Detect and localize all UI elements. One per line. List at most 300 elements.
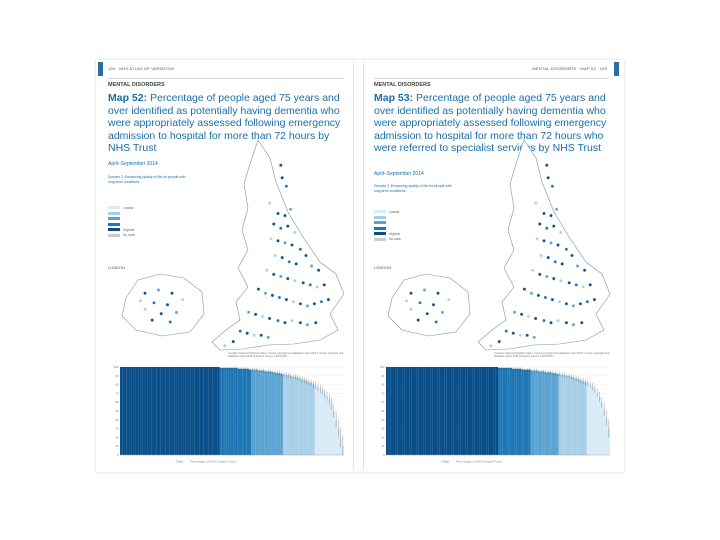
bar-chart-svg — [108, 365, 346, 465]
trust-marker — [576, 264, 579, 267]
bar — [428, 367, 430, 455]
bar — [575, 378, 577, 455]
left-page — [98, 62, 354, 470]
bar — [285, 375, 287, 455]
legend-label: Lowest — [123, 205, 134, 210]
bar — [484, 367, 486, 455]
bar — [519, 369, 521, 455]
trust-marker — [572, 304, 575, 307]
trust-marker — [545, 275, 548, 278]
trust-marker — [320, 300, 323, 303]
london-trust-marker — [436, 292, 439, 295]
london-trust-marker — [160, 312, 163, 315]
trust-marker — [260, 334, 263, 337]
bar — [127, 367, 129, 455]
bar — [582, 381, 584, 455]
bar — [470, 367, 472, 455]
bar — [412, 367, 414, 455]
london-trust-marker — [169, 320, 172, 323]
trust-marker — [542, 239, 545, 242]
y-tick-label: 100 — [113, 365, 119, 369]
trust-marker — [283, 214, 286, 217]
trust-marker — [565, 321, 568, 324]
trust-marker — [545, 164, 548, 167]
bar — [461, 367, 463, 455]
trust-marker — [283, 321, 286, 324]
bar — [442, 367, 444, 455]
bar — [161, 367, 163, 455]
bar — [566, 376, 568, 455]
bar — [542, 371, 544, 455]
trust-marker — [586, 300, 589, 303]
bar — [454, 367, 456, 455]
bar — [206, 367, 208, 455]
trust-marker — [285, 185, 288, 188]
bar — [409, 367, 411, 455]
bar — [456, 367, 458, 455]
trust-marker — [269, 237, 272, 240]
england-map — [364, 62, 619, 362]
bar — [538, 371, 540, 455]
y-tick-label: 90 — [381, 373, 385, 378]
bar — [303, 380, 305, 455]
trust-marker — [254, 313, 257, 316]
trust-marker — [299, 321, 302, 324]
london-outline — [122, 274, 204, 336]
bar — [143, 367, 145, 455]
y-tick-label: 70 — [381, 391, 385, 396]
legend-label: No data — [389, 237, 401, 242]
london-trust-marker — [143, 308, 146, 311]
trust-marker — [583, 269, 586, 272]
bar — [290, 376, 292, 455]
london-trust-marker — [405, 299, 408, 302]
y-tick-label: 10 — [381, 444, 385, 449]
bar — [559, 374, 561, 455]
legend-label: Lowest — [389, 209, 400, 214]
trust-marker — [274, 254, 277, 257]
bar — [276, 373, 278, 455]
trust-marker — [257, 288, 260, 291]
bar — [552, 373, 554, 455]
bar — [274, 372, 276, 455]
trust-marker — [549, 214, 552, 217]
trust-marker — [568, 281, 571, 284]
trust-marker — [558, 300, 561, 303]
bar — [324, 393, 326, 455]
bar — [503, 368, 505, 455]
chart-footnote: Percentage of NHS Hospital Trusts — [190, 459, 237, 464]
bar — [321, 391, 323, 455]
bar — [125, 367, 127, 455]
y-tick-label: 50 — [381, 409, 385, 413]
bar — [220, 368, 222, 455]
bar — [430, 367, 432, 455]
bar — [238, 369, 240, 455]
bar — [393, 367, 395, 455]
trust-marker — [554, 260, 557, 263]
bar — [249, 370, 251, 455]
y-tick-label: 90 — [115, 373, 119, 378]
bar — [134, 367, 136, 455]
trust-marker — [534, 317, 537, 320]
bar — [496, 367, 498, 455]
map-title-text: Percentage of people aged 75 years and over identified as potentially having dementia who were appropriately assessed following emergency admission to hospital for more than 72 hours who were referred to specialist services by NHS Trust — [374, 92, 607, 154]
trust-marker — [547, 176, 550, 179]
bar — [294, 377, 296, 455]
trust-marker — [292, 300, 295, 303]
bar — [177, 367, 179, 455]
trust-marker — [309, 283, 312, 286]
x-axis-label: Trust — [176, 459, 183, 464]
bar — [437, 367, 439, 455]
bar — [603, 409, 605, 455]
london-trust-marker — [441, 311, 444, 314]
y-tick-label: 60 — [381, 400, 385, 405]
bar — [598, 397, 600, 455]
legend-label: Highest — [389, 231, 401, 236]
bar — [181, 367, 183, 455]
bar — [405, 367, 407, 455]
bar — [388, 367, 390, 455]
bar — [129, 367, 131, 455]
trust-marker — [289, 208, 292, 211]
period: April–September 2014 — [108, 161, 158, 167]
trust-marker — [317, 269, 320, 272]
bar — [165, 367, 167, 455]
bar — [140, 367, 142, 455]
trust-marker — [327, 298, 330, 301]
bar — [444, 367, 446, 455]
bar — [435, 367, 437, 455]
trust-marker — [271, 294, 274, 297]
y-tick-label: 20 — [115, 435, 119, 440]
bar — [419, 367, 421, 455]
y-tick-label: 80 — [115, 382, 119, 387]
bar — [204, 367, 206, 455]
london-trust-marker — [409, 292, 412, 295]
trust-marker — [276, 319, 279, 322]
trust-marker — [561, 262, 564, 265]
legend-label: No data — [123, 233, 135, 238]
london-trust-marker — [152, 301, 155, 304]
bar — [398, 367, 400, 455]
trust-marker — [286, 225, 289, 228]
london-trust-marker — [157, 288, 160, 291]
bar — [136, 367, 138, 455]
bar — [493, 367, 495, 455]
bar — [591, 386, 593, 455]
bar — [211, 367, 213, 455]
bar — [208, 367, 210, 455]
london-trust-marker — [170, 292, 173, 295]
bar — [163, 367, 165, 455]
bar — [326, 396, 328, 455]
bar-chart — [108, 365, 346, 465]
bar — [152, 367, 154, 455]
map-label: Map 53: — [374, 92, 414, 104]
trust-marker — [264, 292, 267, 295]
domain-note: Domain 2: Enhancing quality of life for people with long-term conditions — [108, 175, 186, 184]
trust-marker — [313, 302, 316, 305]
bar — [154, 367, 156, 455]
bar — [510, 368, 512, 455]
bar — [199, 367, 201, 455]
chart-footnote: Percentage of NHS Hospital Trusts — [456, 459, 503, 464]
bar — [292, 377, 294, 455]
london-trust-marker — [432, 303, 435, 306]
bar — [554, 373, 556, 455]
y-tick-label: 20 — [381, 435, 385, 440]
trust-marker — [565, 302, 568, 305]
bar — [215, 367, 217, 455]
london-trust-marker — [447, 298, 450, 301]
bar — [222, 368, 224, 455]
trust-marker — [293, 231, 296, 234]
y-tick-label: 0 — [382, 453, 385, 457]
trust-marker — [290, 243, 293, 246]
trust-marker — [565, 248, 568, 251]
bar — [308, 382, 310, 455]
bar — [330, 404, 332, 455]
trust-marker — [580, 321, 583, 324]
bar — [561, 375, 563, 455]
bar — [156, 367, 158, 455]
bar — [402, 367, 404, 455]
map-credit: Contains National Statistics data © Crown copyright and database right 2015 © Crown copyright and database rights 2015 Ordnance Survey 100019153 — [494, 352, 610, 359]
bar — [170, 367, 172, 455]
trust-marker — [531, 269, 534, 272]
y-tick-label: 10 — [115, 444, 119, 449]
trust-marker — [526, 334, 529, 337]
bar — [528, 370, 530, 455]
trust-marker — [276, 239, 279, 242]
trust-marker — [538, 222, 541, 225]
bar — [145, 367, 147, 455]
trust-marker — [281, 176, 284, 179]
london-trust-marker — [143, 292, 146, 295]
trust-marker — [272, 222, 275, 225]
bar — [272, 372, 274, 455]
bar — [400, 367, 402, 455]
legend-label: Highest — [123, 227, 135, 232]
bar — [310, 383, 312, 455]
trust-marker — [559, 279, 562, 282]
bar — [265, 371, 267, 455]
london-trust-marker — [426, 312, 429, 315]
trust-marker — [537, 294, 540, 297]
trust-marker — [279, 164, 282, 167]
trust-marker — [302, 281, 305, 284]
bar — [242, 369, 244, 455]
trust-marker — [527, 315, 530, 318]
bar — [315, 385, 317, 455]
trust-marker — [513, 311, 516, 314]
bar — [131, 367, 133, 455]
bar — [547, 372, 549, 455]
trust-marker — [261, 315, 264, 318]
bar — [594, 389, 596, 455]
london-trust-marker — [418, 301, 421, 304]
london-trust-marker — [166, 303, 169, 306]
trust-marker — [519, 334, 522, 337]
bar — [475, 367, 477, 455]
london-outline — [388, 274, 470, 336]
london-trust-marker — [151, 318, 154, 321]
bar — [407, 367, 409, 455]
y-tick-label: 30 — [381, 426, 385, 431]
bar — [491, 367, 493, 455]
england-outline — [478, 140, 610, 350]
trust-marker — [520, 313, 523, 316]
trust-marker — [538, 273, 541, 276]
bar — [183, 367, 185, 455]
trust-marker — [279, 227, 282, 230]
trust-marker — [306, 323, 309, 326]
england-map — [98, 62, 353, 362]
trust-marker — [268, 201, 271, 204]
bar — [472, 367, 474, 455]
trust-marker — [556, 243, 559, 246]
bar — [333, 411, 335, 455]
bar — [251, 370, 253, 455]
bar — [122, 367, 124, 455]
bar — [258, 371, 260, 455]
trust-marker — [547, 256, 550, 259]
trust-marker — [281, 256, 284, 259]
bar — [328, 400, 330, 455]
trust-marker — [283, 241, 286, 244]
bar — [482, 367, 484, 455]
england-outline — [212, 140, 344, 350]
bar — [186, 367, 188, 455]
trust-marker — [533, 336, 536, 339]
bar — [577, 379, 579, 455]
trust-marker — [314, 321, 317, 324]
trust-marker — [552, 277, 555, 280]
bar — [287, 375, 289, 455]
bar — [531, 371, 533, 455]
y-tick-label: 80 — [381, 382, 385, 387]
bar — [217, 367, 219, 455]
bar — [596, 393, 598, 455]
bar — [195, 367, 197, 455]
bar — [573, 378, 575, 455]
trust-marker — [542, 319, 545, 322]
bar — [299, 378, 301, 455]
london-trust-marker — [175, 311, 178, 314]
section-heading: MENTAL DISORDERS — [374, 82, 431, 88]
trust-marker — [299, 248, 302, 251]
running-head-text: NHS ATLAS OF VARIATION — [119, 66, 175, 71]
trust-marker — [232, 340, 235, 343]
trust-marker — [505, 330, 508, 333]
domain-note: Domain 2: Enhancing quality of life for people with long-term conditions — [374, 184, 452, 193]
bar — [514, 369, 516, 455]
bar — [244, 369, 246, 455]
bar — [584, 382, 586, 455]
bar — [526, 370, 528, 455]
trust-marker — [551, 185, 554, 188]
trust-marker — [589, 283, 592, 286]
bar — [319, 389, 321, 455]
trust-marker — [288, 260, 291, 263]
bar — [158, 367, 160, 455]
bar — [224, 368, 226, 455]
bar — [269, 371, 271, 455]
trust-marker — [555, 208, 558, 211]
trust-marker — [535, 237, 538, 240]
trust-marker — [279, 275, 282, 278]
london-trust-marker — [139, 299, 142, 302]
bar — [240, 369, 242, 455]
bar — [545, 372, 547, 455]
bar — [263, 371, 265, 455]
london-label: LONDON — [108, 265, 126, 270]
trust-marker — [299, 302, 302, 305]
bar — [449, 367, 451, 455]
bar — [235, 368, 237, 455]
trust-marker — [534, 201, 537, 204]
trust-marker — [582, 285, 585, 288]
trust-marker — [512, 332, 515, 335]
section-heading: MENTAL DISORDERS — [108, 82, 165, 88]
bar — [138, 367, 140, 455]
bar — [201, 367, 203, 455]
map-credit: Contains National Statistics data © Crown copyright and database right 2015 © Crown copyright and database rights 2015 Ordnance Survey 100019153 — [228, 352, 344, 359]
bar — [260, 371, 262, 455]
bar — [317, 387, 319, 455]
y-tick-label: 30 — [115, 426, 119, 431]
bar — [568, 376, 570, 455]
trust-marker — [545, 227, 548, 230]
bar — [423, 367, 425, 455]
bar — [535, 371, 537, 455]
trust-marker — [556, 319, 559, 322]
trust-marker — [223, 344, 226, 347]
bar — [278, 373, 280, 455]
bar — [440, 367, 442, 455]
bar — [296, 378, 298, 455]
x-axis-label: Trust — [442, 459, 449, 464]
bar — [172, 367, 174, 455]
trust-marker — [285, 298, 288, 301]
bar — [477, 367, 479, 455]
trust-marker — [316, 285, 319, 288]
y-tick-label: 100 — [379, 365, 385, 369]
bar — [301, 379, 303, 455]
bar — [197, 367, 199, 455]
bar — [213, 367, 215, 455]
bar — [505, 368, 507, 455]
bar — [463, 367, 465, 455]
page-number: 195 — [599, 66, 607, 71]
bar — [281, 374, 283, 455]
london-label: LONDON — [374, 265, 392, 270]
bar — [533, 371, 535, 455]
bar — [147, 367, 149, 455]
bar — [556, 374, 558, 455]
bar — [465, 367, 467, 455]
trust-marker — [293, 279, 296, 282]
trust-marker — [310, 264, 313, 267]
london-trust-marker — [181, 298, 184, 301]
bar — [179, 367, 181, 455]
page-number: 194 — [108, 66, 116, 71]
bar — [312, 385, 314, 455]
trust-marker — [552, 225, 555, 228]
bar — [468, 367, 470, 455]
